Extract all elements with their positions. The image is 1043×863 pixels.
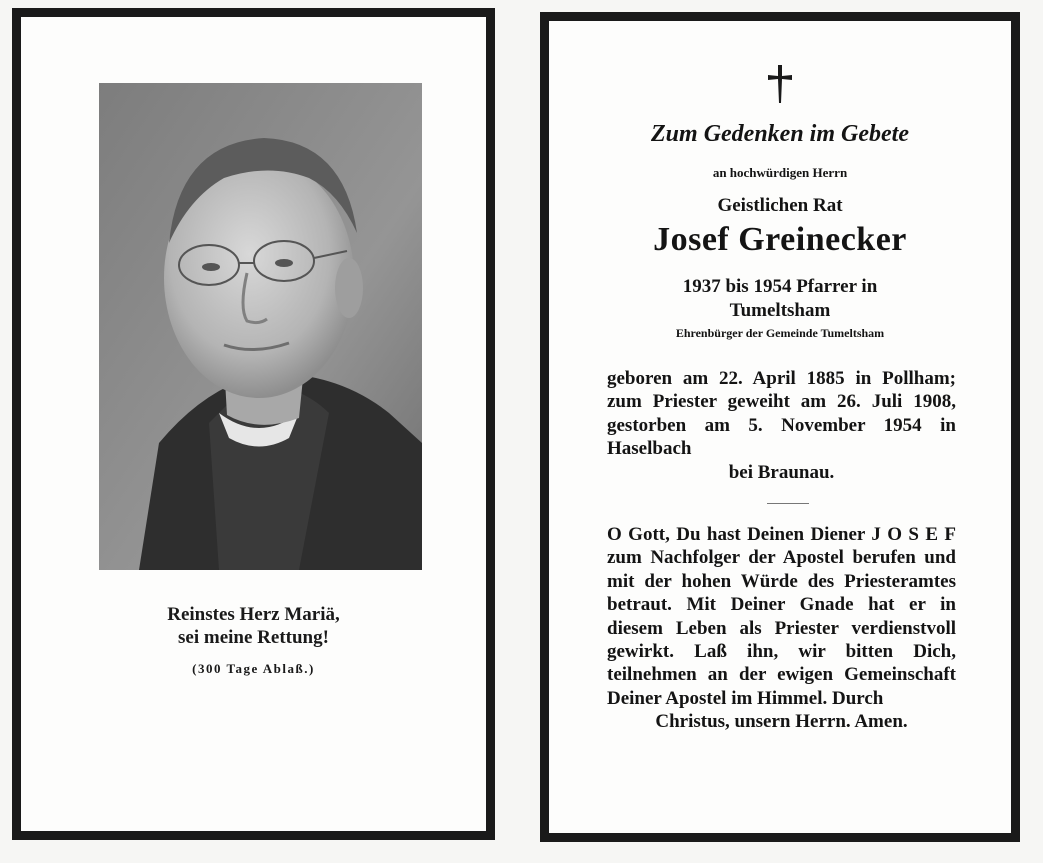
- biography-text: geboren am 22. April 1885 in Pollham; zum Priester geweiht am 26. Juli 1908, gestorben am 5. November 1954 in Haselbach: [607, 368, 956, 460]
- tenure-line-2: Tumeltsham: [729, 300, 831, 321]
- latin-cross-icon: [765, 63, 795, 105]
- honorary-citizenship: Ehrenbürger der Gemeinde Tumeltsham: [675, 326, 885, 340]
- tenure: [549, 275, 1011, 323]
- portrait-photo: [99, 83, 422, 570]
- caption-line-1: Reinstes Herz Mariä,: [167, 604, 340, 625]
- biography-paragraph: [607, 367, 956, 484]
- portrait-caption: [21, 603, 486, 680]
- prayer-end: Christus, unsern Herrn. Amen.: [655, 711, 908, 733]
- portrait-image: [99, 83, 422, 570]
- biography-end: bei Braunau.: [728, 461, 835, 483]
- prayer-paragraph: [607, 523, 956, 734]
- honorific: an hochwürdigen Herrn: [712, 165, 848, 180]
- prayer-text: O Gott, Du hast Deinen Diener J O S E F zum Nachfolger der Apostel berufen und mit der hohen Würde des Priesteramtes betraut. Mit Deiner Gnade hat er in diesem Leben als Priester verdienstvoll gewirkt. Laß ihn, wir bitten Dich, teilnehmen an der ewigen Gemeinschaft Deiner Apostel im Himmel. Durch: [607, 524, 956, 709]
- portrait-card: [12, 8, 495, 840]
- divider: [767, 503, 809, 504]
- deceased-name: Josef Greinecker: [653, 221, 907, 258]
- memorial-heading: Zum Gedenken im Gebete: [651, 121, 909, 147]
- tenure-line-1: 1937 bis 1954 Pfarrer in: [682, 276, 878, 297]
- caption-line-2: sei meine Rettung!: [178, 627, 329, 648]
- indulgence-note: (300 Tage Ablaß.): [192, 661, 315, 676]
- memorial-text-card: [540, 12, 1020, 842]
- clerical-title: Geistlichen Rat: [717, 195, 843, 216]
